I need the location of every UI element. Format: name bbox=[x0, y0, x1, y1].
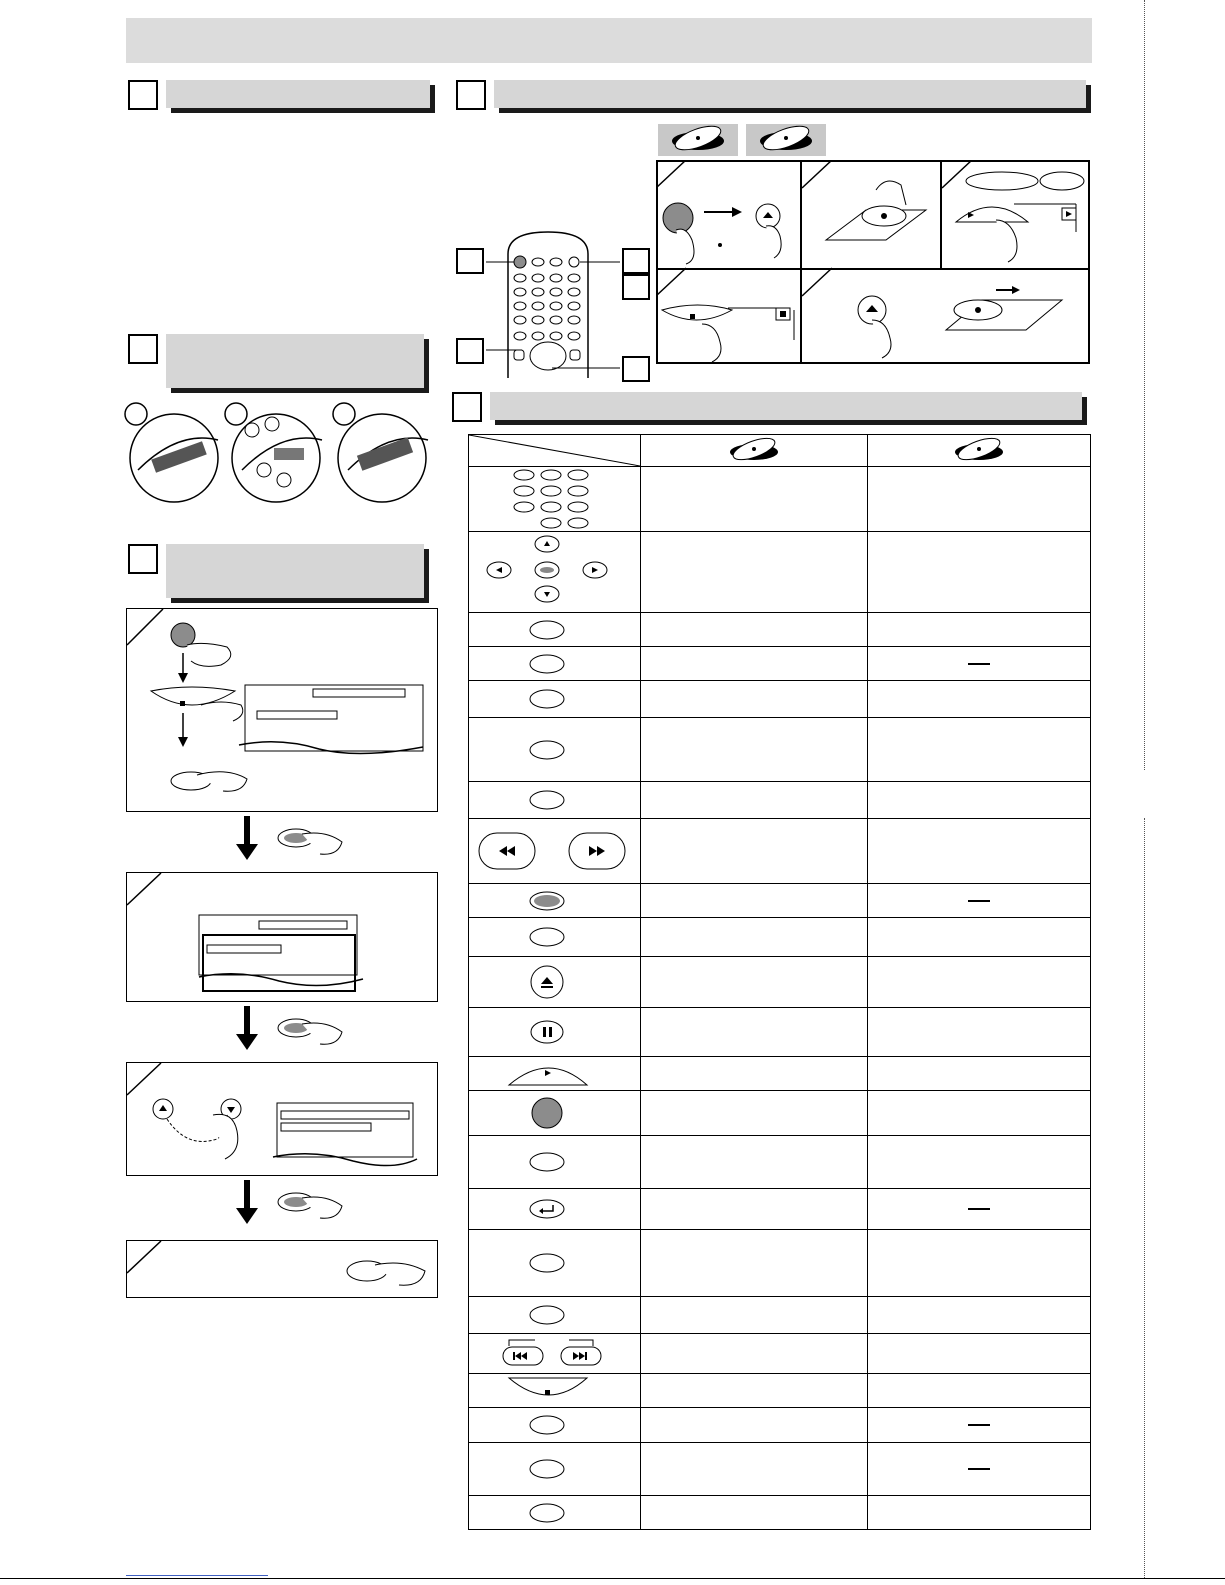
table-row bbox=[469, 1136, 1091, 1189]
table-row bbox=[469, 918, 1091, 957]
setup-arrow bbox=[236, 816, 356, 864]
section-header-bar bbox=[166, 80, 430, 108]
skip-search-buttons-icon bbox=[469, 819, 640, 883]
table-row bbox=[469, 1443, 1091, 1496]
table-row bbox=[469, 1297, 1091, 1334]
table-row bbox=[469, 1091, 1091, 1136]
dvd-disc-icon bbox=[658, 124, 738, 156]
setup-step-frame bbox=[126, 1240, 438, 1298]
cut-line bbox=[1144, 0, 1145, 770]
table-row bbox=[469, 1189, 1091, 1230]
section-header-bar bbox=[166, 334, 424, 388]
section-number-box bbox=[456, 80, 486, 110]
callout-box bbox=[622, 356, 650, 382]
bottom-rule bbox=[0, 1578, 1225, 1579]
power-button-icon bbox=[469, 1091, 640, 1135]
cursor-buttons-icon bbox=[469, 532, 640, 612]
stop-button-icon bbox=[469, 1374, 640, 1407]
table-row bbox=[469, 1408, 1091, 1443]
table-row bbox=[469, 467, 1091, 532]
table-row bbox=[469, 532, 1091, 613]
table-row bbox=[469, 647, 1091, 681]
table-row bbox=[469, 957, 1091, 1008]
section-header-bar bbox=[166, 544, 424, 598]
table-row bbox=[469, 1496, 1091, 1530]
table-row bbox=[469, 1334, 1091, 1374]
page-link-underline[interactable] bbox=[126, 1575, 268, 1576]
play-button-icon bbox=[469, 1057, 640, 1090]
pause-button-icon bbox=[469, 1008, 640, 1056]
table-row bbox=[469, 782, 1091, 819]
table-row bbox=[469, 613, 1091, 647]
section-number-box bbox=[128, 80, 158, 110]
callout-box bbox=[622, 248, 650, 274]
table-row bbox=[469, 884, 1091, 918]
table-row bbox=[469, 1374, 1091, 1408]
cd-column-header bbox=[868, 435, 1091, 467]
number-buttons-icon bbox=[469, 467, 640, 531]
dvd-column-header bbox=[641, 435, 868, 467]
setup-arrow bbox=[236, 1006, 356, 1054]
table-row bbox=[469, 1057, 1091, 1091]
eject-button-icon bbox=[469, 957, 640, 1007]
return-button-icon bbox=[469, 1189, 640, 1229]
setup-arrow bbox=[236, 1180, 356, 1228]
table-row bbox=[469, 1008, 1091, 1057]
setup-step-frame bbox=[126, 1062, 438, 1176]
button-function-table bbox=[468, 434, 1091, 1530]
setup-step-frame bbox=[126, 872, 438, 1002]
table-row bbox=[469, 681, 1091, 718]
table-corner-cell bbox=[469, 435, 641, 467]
section-number-box bbox=[128, 544, 158, 574]
callout-box bbox=[456, 248, 484, 274]
playback-steps-illustration bbox=[656, 160, 1090, 364]
setup-step-frame bbox=[126, 608, 438, 812]
table-row bbox=[469, 819, 1091, 884]
callout-box bbox=[622, 274, 650, 300]
section-number-box bbox=[452, 392, 482, 422]
section-header-bar bbox=[494, 80, 1086, 108]
title-bar bbox=[126, 18, 1092, 63]
cut-line bbox=[1144, 818, 1145, 1578]
section-header-bar bbox=[490, 392, 1082, 420]
cd-disc-icon bbox=[746, 124, 826, 156]
table-row bbox=[469, 718, 1091, 782]
callout-box bbox=[456, 338, 484, 364]
skip-buttons-icon bbox=[469, 1334, 640, 1373]
section-number-box bbox=[128, 334, 158, 364]
table-row bbox=[469, 1230, 1091, 1297]
battery-install-illustration bbox=[122, 400, 432, 510]
